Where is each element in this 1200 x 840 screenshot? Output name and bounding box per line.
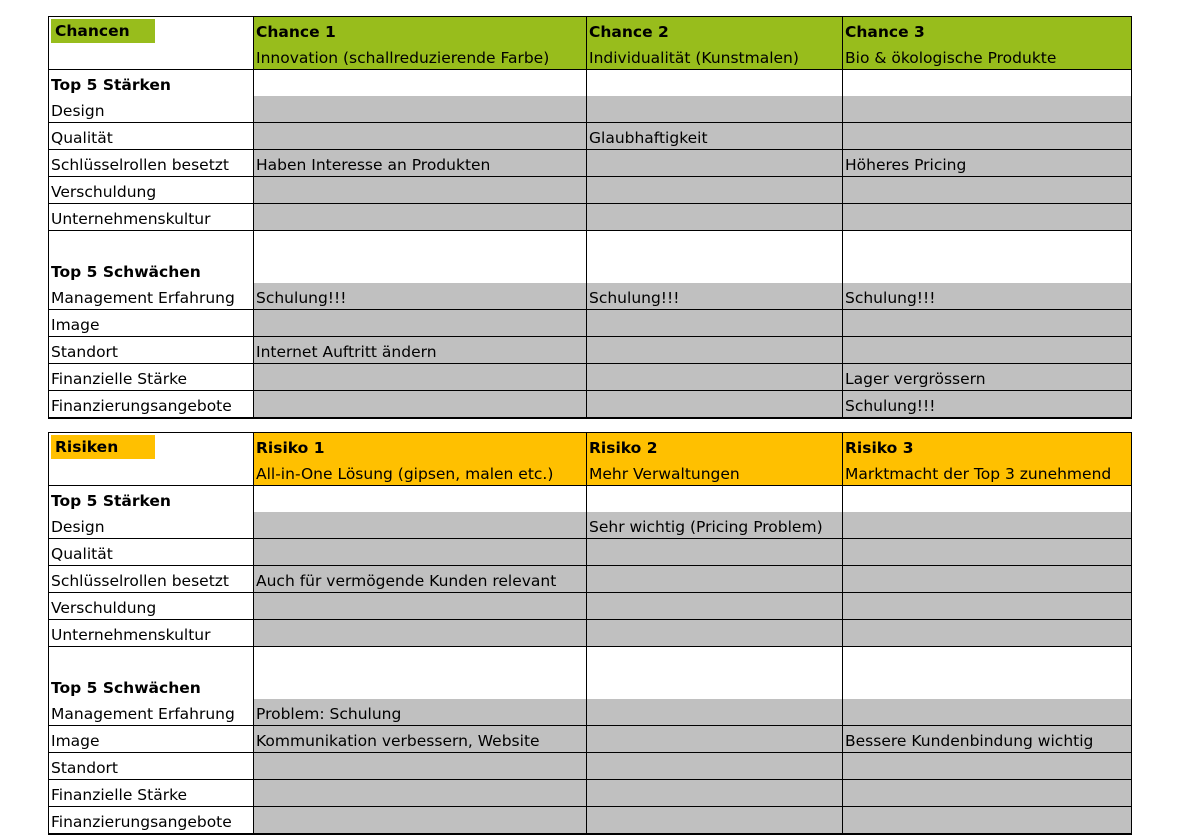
blank-cell[interactable] [49, 459, 253, 485]
data-cell[interactable]: Sehr wichtig (Pricing Problem) [586, 512, 842, 538]
row-label[interactable]: Finanzielle Stärke [51, 370, 188, 388]
blank-cell[interactable] [586, 231, 842, 283]
table-row [49, 753, 1131, 780]
table-row [49, 177, 1131, 204]
data-cell[interactable] [586, 150, 842, 176]
group-title[interactable]: Top 5 Schwächen [51, 263, 201, 281]
data-cell[interactable] [586, 177, 842, 203]
data-cell[interactable] [586, 539, 842, 565]
data-cell[interactable] [842, 593, 1131, 619]
data-cell[interactable] [253, 620, 586, 646]
data-cell[interactable] [586, 593, 842, 619]
row-label[interactable]: Image [51, 316, 100, 334]
data-cell[interactable] [253, 310, 586, 336]
data-cell[interactable]: Bessere Kundenbindung wichtig [842, 726, 1131, 752]
group-title[interactable]: Top 5 Stärken [51, 492, 171, 510]
data-cell[interactable] [842, 512, 1131, 538]
data-cell[interactable] [586, 620, 842, 646]
row-label[interactable]: Image [51, 732, 100, 750]
group-title-row [49, 486, 1131, 512]
data-cell[interactable]: Schulung!!! [253, 283, 586, 309]
data-cell[interactable] [586, 780, 842, 806]
table-row [49, 364, 1131, 391]
data-cell[interactable] [842, 123, 1131, 149]
group-title[interactable]: Top 5 Schwächen [51, 679, 201, 697]
table-row [49, 780, 1131, 807]
data-cell[interactable] [586, 364, 842, 390]
group-title-row [49, 231, 1131, 283]
row-label[interactable]: Design [51, 102, 105, 120]
blank-cell[interactable] [842, 231, 1131, 283]
data-cell[interactable] [253, 123, 586, 149]
data-cell[interactable] [842, 566, 1131, 592]
table-row [49, 391, 1131, 418]
data-cell[interactable] [253, 177, 586, 203]
blank-cell[interactable] [253, 647, 586, 699]
row-label[interactable]: Qualität [51, 545, 113, 563]
data-cell[interactable] [586, 391, 842, 417]
data-cell[interactable] [253, 807, 586, 833]
header-title[interactable]: Chance 2 [586, 17, 842, 43]
row-label[interactable]: Schlüsselrollen besetzt [51, 156, 230, 174]
row-label[interactable]: Verschuldung [51, 599, 157, 617]
data-cell[interactable] [842, 620, 1131, 646]
data-cell[interactable] [842, 539, 1131, 565]
data-cell[interactable] [253, 593, 586, 619]
group-title[interactable]: Top 5 Stärken [51, 76, 171, 94]
header-title[interactable]: Chance 1 [253, 17, 586, 43]
header-subtitle-row [49, 459, 1131, 486]
data-cell[interactable] [842, 753, 1131, 779]
data-cell[interactable]: Höheres Pricing [842, 150, 1131, 176]
chancen-table [48, 16, 1132, 419]
header-subtitle[interactable]: Marktmacht der Top 3 zunehmend [842, 459, 1131, 485]
header-subtitle[interactable]: All-in-One Lösung (gipsen, malen etc.) [253, 459, 586, 485]
data-cell[interactable] [842, 310, 1131, 336]
data-cell[interactable]: Schulung!!! [842, 283, 1131, 309]
data-cell[interactable] [842, 699, 1131, 725]
table-row [49, 310, 1131, 337]
data-cell[interactable] [586, 566, 842, 592]
data-cell[interactable]: Lager vergrössern [842, 364, 1131, 390]
row-label[interactable]: Unternehmenskultur [51, 626, 211, 644]
row-label[interactable]: Schlüsselrollen besetzt [51, 572, 230, 590]
row-label[interactable]: Verschuldung [51, 183, 157, 201]
header-subtitle[interactable]: Innovation (schallreduzierende Farbe) [253, 43, 586, 69]
row-label[interactable]: Finanzielle Stärke [51, 786, 188, 804]
table-row [49, 726, 1131, 753]
header-row [49, 433, 1131, 459]
table-row [49, 123, 1131, 150]
blank-cell[interactable] [586, 647, 842, 699]
data-cell[interactable] [253, 391, 586, 417]
data-cell[interactable] [586, 726, 842, 752]
data-cell[interactable]: Kommunikation verbessern, Website [253, 726, 586, 752]
header-title[interactable]: Risiko 2 [586, 433, 842, 459]
blank-cell[interactable] [842, 647, 1131, 699]
header-subtitle[interactable]: Bio & ökologische Produkte [842, 43, 1131, 69]
blank-cell[interactable] [253, 231, 586, 283]
group-title-row [49, 70, 1131, 96]
table-row [49, 337, 1131, 364]
data-cell[interactable] [842, 96, 1131, 122]
table-row [49, 620, 1131, 647]
row-label[interactable]: Standort [51, 343, 119, 361]
data-cell[interactable]: Internet Auftritt ändern [253, 337, 586, 363]
row-label[interactable]: Finanzierungsangebote [51, 397, 232, 415]
data-cell[interactable] [586, 337, 842, 363]
section-label: Risiken [51, 435, 155, 459]
header-title[interactable]: Chance 3 [842, 17, 1131, 43]
data-cell[interactable]: Schulung!!! [586, 283, 842, 309]
data-cell[interactable] [586, 807, 842, 833]
data-cell[interactable] [586, 753, 842, 779]
blank-cell[interactable] [253, 486, 586, 512]
data-cell[interactable] [253, 539, 586, 565]
data-cell[interactable]: Haben Interesse an Produkten [253, 150, 586, 176]
table-row [49, 699, 1131, 726]
data-cell[interactable]: Auch für vermögende Kunden relevant [253, 566, 586, 592]
row-label[interactable]: Management Erfahrung [51, 289, 235, 307]
group-title-row [49, 647, 1131, 699]
header-subtitle[interactable]: Individualität (Kunstmalen) [586, 43, 842, 69]
blank-cell[interactable] [586, 70, 842, 96]
blank-cell[interactable] [842, 486, 1131, 512]
data-cell[interactable] [253, 512, 586, 538]
data-cell[interactable] [842, 337, 1131, 363]
blank-cell[interactable] [586, 486, 842, 512]
header-title[interactable]: Risiko 1 [253, 433, 586, 459]
blank-cell[interactable] [842, 70, 1131, 96]
header-row [49, 17, 1131, 43]
risiken-table [48, 432, 1132, 835]
data-cell[interactable] [842, 177, 1131, 203]
blank-cell[interactable] [253, 70, 586, 96]
row-label[interactable]: Design [51, 518, 105, 536]
data-cell[interactable] [842, 780, 1131, 806]
data-cell[interactable] [842, 807, 1131, 833]
row-label[interactable]: Standort [51, 759, 119, 777]
blank-cell[interactable] [49, 43, 253, 69]
data-cell[interactable]: Problem: Schulung [253, 699, 586, 725]
table-row [49, 150, 1131, 177]
data-cell[interactable] [586, 699, 842, 725]
table-row [49, 283, 1131, 310]
header-subtitle[interactable]: Mehr Verwaltungen [586, 459, 842, 485]
header-subtitle-row [49, 43, 1131, 70]
row-label[interactable]: Qualität [51, 129, 113, 147]
data-cell[interactable] [253, 364, 586, 390]
data-cell[interactable] [586, 96, 842, 122]
data-cell[interactable] [253, 204, 586, 230]
data-cell[interactable] [586, 204, 842, 230]
data-cell[interactable]: Glaubhaftigkeit [586, 123, 842, 149]
section-label-cell [49, 17, 253, 43]
data-cell[interactable] [842, 204, 1131, 230]
data-cell[interactable] [253, 96, 586, 122]
data-cell[interactable] [586, 310, 842, 336]
section-label-cell [49, 433, 253, 459]
header-title[interactable]: Risiko 3 [842, 433, 1131, 459]
table-row [49, 539, 1131, 566]
data-cell[interactable] [253, 753, 586, 779]
row-label[interactable]: Finanzierungsangebote [51, 813, 232, 831]
table-row [49, 566, 1131, 593]
row-label[interactable]: Unternehmenskultur [51, 210, 211, 228]
table-row [49, 96, 1131, 123]
table-row [49, 512, 1131, 539]
section-label: Chancen [51, 19, 155, 43]
row-label[interactable]: Management Erfahrung [51, 705, 235, 723]
table-row [49, 807, 1131, 834]
data-cell[interactable] [253, 780, 586, 806]
data-cell[interactable]: Schulung!!! [842, 391, 1131, 417]
table-row [49, 204, 1131, 231]
table-row [49, 593, 1131, 620]
